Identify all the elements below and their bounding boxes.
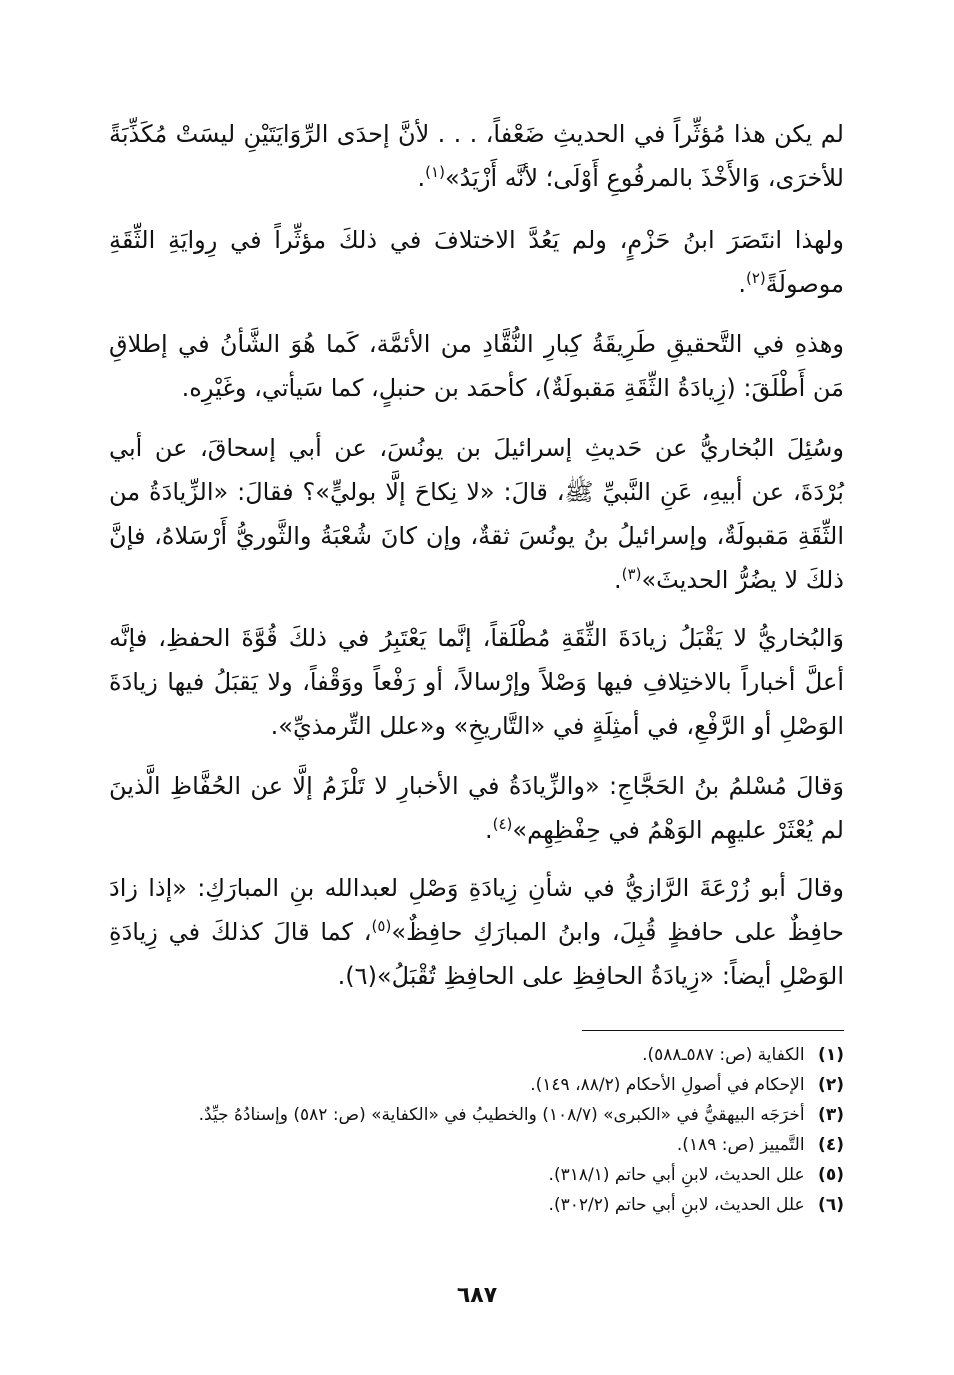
footnote-marker-3: (٣) (621, 565, 642, 583)
footnote-3-number: (٣) (818, 1105, 844, 1125)
paragraph-1-ending: . (417, 164, 426, 192)
footnote-1-text: الكفاية (ص: ٥٨٧ـ٥٨٨). (642, 1045, 805, 1065)
footnote-6-text: علل الحديث، لابنِ أبي حاتم (٣٠٢/٢). (548, 1195, 805, 1215)
paragraph-2-text: ولهذا انتَصَرَ ابنُ حَزْمٍ، ولم يَعُدَّ الاختلافَ في ذلكَ مؤثِّراً في رِوايَةِ الثِّقَةِ موصولَةً (109, 226, 844, 298)
paragraph-3-text: وهذهِ في التَّحقيقِ طَرِيقَةُ كِبارِ النُّقَّادِ من الأئمَّة، كَما هُوَ الشَّأنُ في إطلاقِ مَن أَطْلَقَ: (زِيادَةُ الثِّقَةِ مَقبولَةٌ)، كأحمَد بن حنبلٍ، كما سَيأتي، وغَيْرِه. (109, 330, 844, 402)
paragraph-1 (109, 112, 844, 200)
footnote-5-number: (٥) (818, 1165, 844, 1185)
footnote-2 (109, 1070, 844, 1100)
paragraph-4-text: وسُئِلَ البُخاريُّ عن حَديثِ إسرائيلَ بن يونُسَ، عن أبي إسحاقَ، عن أبي بُرْدَةَ، عن أبيهِ، عَنِ النَّبيِّ ﷺ، قالَ: «لا نِكاحَ إلَّا بوليٍّ»؟ فقالَ: «الزِّيادَةُ من الثِّقَةِ مَقبولَةٌ، وإسرائيلُ بنُ يونُسَ ثقةٌ، وإن كانَ شُعْبَةُ والثَّوريُّ أَرْسَلاهُ، فإنَّ ذلكَ لا يضُرُّ الحديثَ» (109, 434, 844, 594)
paragraph-4 (109, 426, 844, 602)
paragraph-5-text: وَالبُخاريُّ لا يَقْبَلُ زيادَةَ الثِّقَةِ مُطْلَقاً، إنَّما يَعْتَبِرُ في ذلكَ قُوَّةَ الحفظِ، فإنَّه أعلَّ أخباراً بالاختِلافِ فيها وَصْلاً وإرْسالاً، أو رَفْعاً ووَقْفاً، ولا يَقبَلُ فيها زيادَةَ الوَصْلِ أو الرَّفْعِ، في أمثِلَةٍ في «التَّاريخِ» و«علل التِّرمذيِّ». (109, 624, 844, 740)
footnote-4-text: التَّمييز (ص: ١٨٩). (676, 1135, 805, 1155)
paragraph-1-text: لم يكن هذا مُؤثِّراً في الحديثِ ضَعْفاً، . . . لأنَّ إحدَى الرِّوَايَتَيْنِ ليسَتْ مُكَذِّبَةً للأخرَى، وَالأَخْذَ بالمرفُوعِ أَوْلَى؛ لأنَّه أَزْيَدُ» (109, 120, 844, 192)
footnote-4-number: (٤) (818, 1135, 844, 1155)
footnotes-list (109, 1040, 844, 1220)
footnote-6 (109, 1190, 844, 1220)
footnote-1 (109, 1040, 844, 1070)
footnote-2-text: الإحكام في أصولِ الأحكام (٨٨/٢، ١٤٩). (530, 1075, 805, 1095)
paragraph-2 (109, 218, 844, 306)
footnote-1-number: (١) (818, 1045, 844, 1065)
paragraph-6 (109, 764, 844, 852)
footnote-divider (582, 1030, 844, 1031)
page-number: ٦٨٧ (456, 1283, 498, 1308)
footnote-marker-5: (٥) (371, 917, 392, 935)
footnote-marker-1: (١) (425, 163, 445, 181)
footnote-5 (109, 1160, 844, 1190)
footnote-3-text: أخرَجَه البيهقيُّ في «الكبرى» (١٠٨/٧) والخطيبُ في «الكفاية» (ص: ٥٨٢) وإسنادُهُ جيِّدٌ. (198, 1105, 805, 1125)
paragraph-7-ending: ، كما قالَ كذلكَ في زِيادَةِ الوَصْلِ أيضاً: «زِيادَةُ الحافِظِ على الحافِظِ تُقْبَلُ»(٦). (109, 918, 844, 990)
paragraph-7 (109, 866, 844, 998)
paragraph-2-ending: . (738, 270, 746, 298)
footnote-5-text: علل الحديث، لابنِ أبي حاتم (٣١٨/١). (548, 1165, 805, 1185)
footnote-marker-4: (٤) (492, 815, 513, 833)
paragraph-3 (109, 322, 844, 410)
paragraph-5 (109, 616, 844, 748)
footnote-3 (109, 1100, 844, 1130)
paragraph-7-text: وقالَ أبو زُرْعَةَ الرَّازيُّ في شأنِ زِيادَةِ وَصْلِ لعبدالله بنِ المبارَكِ: «إذا زادَ حافِظٌ على حافظٍ قُبِلَ، وابنُ المبارَكِ حافِظٌ» (109, 874, 845, 946)
paragraph-6-ending: . (484, 816, 493, 844)
footnote-4 (109, 1130, 844, 1160)
paragraph-6-text: وَقالَ مُسْلمُ بنُ الحَجَّاجِ: «والزِّيادَةُ في الأخبارِ لا تَلْزَمُ إلَّا عن الحُفَّاظِ الَّذينَ لم يُعْثَرْ عليهِم الوَهْمُ في حِفْظِهِم» (109, 772, 844, 844)
paragraph-4-ending: . (614, 566, 622, 594)
footnote-marker-2: (٢) (746, 269, 766, 287)
footnote-2-number: (٢) (818, 1075, 844, 1095)
footnote-6-number: (٦) (818, 1195, 844, 1215)
